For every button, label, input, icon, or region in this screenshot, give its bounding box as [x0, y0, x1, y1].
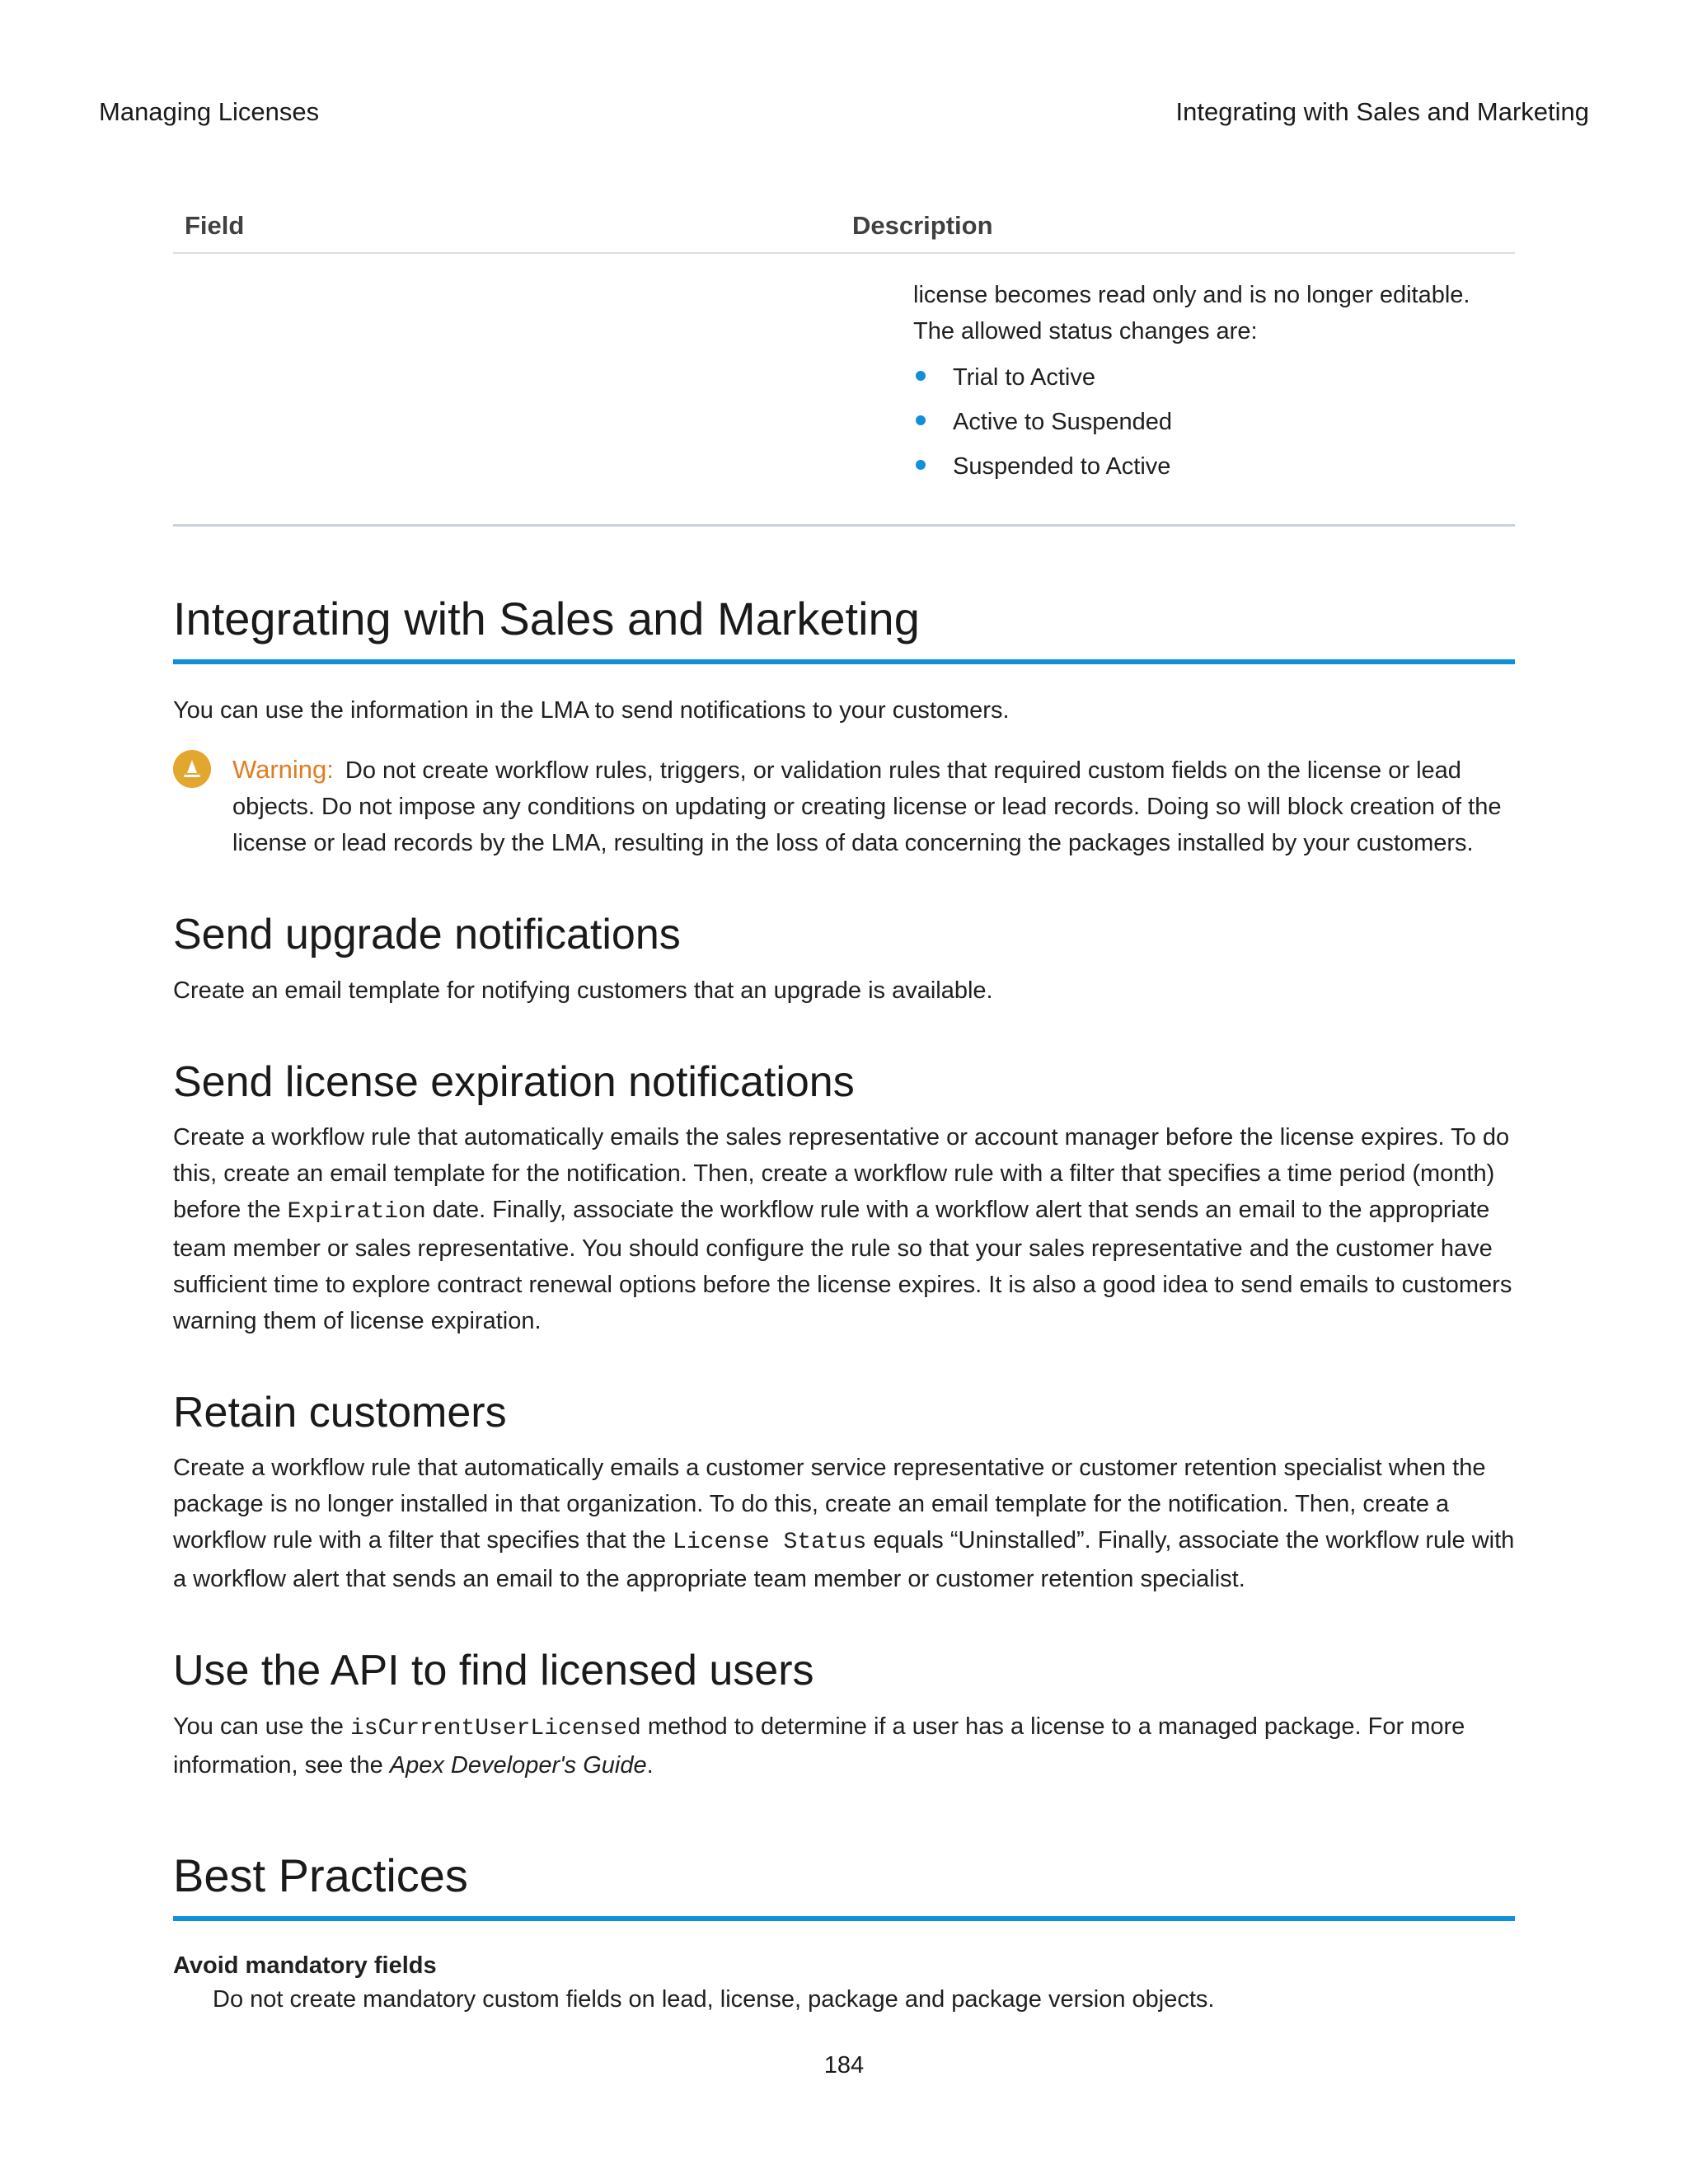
code-expiration: Expiration	[287, 1198, 426, 1225]
warning-icon	[173, 750, 211, 788]
subsection-title-expiration: Send license expiration notifications	[173, 1057, 855, 1106]
best-practice-definition: Do not create mandatory custom fields on lead, license, package and package version objects.	[213, 1985, 1215, 2013]
header-chapter: Managing Licenses	[99, 97, 320, 126]
warning-text-block	[232, 752, 1515, 861]
code-iscurrentuserlicensed: isCurrentUserLicensed	[350, 1715, 641, 1741]
page-content	[173, 206, 1515, 2018]
list-item: Suspended to Active	[913, 448, 1515, 485]
subsection-title-upgrade: Send upgrade notifications	[173, 911, 681, 959]
description-cell	[913, 277, 1515, 493]
section-title: Integrating with Sales and Marketing	[173, 591, 1515, 664]
header-section: Integrating with Sales and Marketing	[1175, 97, 1589, 126]
warning-message: Do not create workflow rules, triggers, or validation rules that required custom fields on the license or lead objects. Do not impose any conditions on updating or creating license or lead records. Doing so will block creation of the license or lead records by the LMA, resulting in the loss of data concerning the packages installed by your customers.	[232, 757, 1502, 857]
subsection-title-api: Use the API to find licensed users	[173, 1647, 814, 1695]
warning-callout	[173, 752, 1515, 861]
bullet-icon	[916, 371, 926, 381]
bullet-icon	[916, 460, 926, 470]
code-license-status: License Status	[673, 1530, 867, 1556]
best-practice-term: Avoid mandatory fields	[173, 1952, 437, 1979]
description-text: license becomes read only and is no longer editable. The allowed status changes are:	[913, 282, 1470, 344]
upgrade-text: Create an email template for notifying customers that an upgrade is available.	[173, 977, 993, 1004]
retain-text: Create a workflow rule that automatically emails a customer service representative or customer retention specialist when the package is no longer installed in that organization. To do this, create an email template for the notification. Then, create a workflow rule with a filter that specifies that the License Status equals “Uninstalled”. Finally, associate the workflow rule with a workflow alert that sends an email to the appropriate team member or customer retention specialist.	[173, 1455, 1515, 1593]
table-header	[173, 206, 1515, 254]
list-item: Trial to Active	[913, 359, 1515, 396]
warning-label: Warning:	[232, 755, 334, 785]
column-header-description: Description	[852, 211, 993, 240]
bullet-icon	[916, 415, 926, 425]
field-description-table	[173, 206, 1515, 527]
list-item: Active to Suspended	[913, 404, 1515, 440]
table-row	[173, 254, 1515, 527]
subsection-title-retain: Retain customers	[173, 1388, 507, 1436]
api-text: You can use the isCurrentUserLicensed method to determine if a user has a license to a managed package. For more information, see the Apex Developer's Guide.	[173, 1713, 1465, 1779]
expiration-text: Create a workflow rule that automatically emails the sales representative or account manager before the license expires. To do this, create an email template for the notification. Then, create a workflow rule with a filter that specifies a time period (month) before the Expiration date. Finally, associate the workflow rule with a workflow alert that sends an email to the appropriate team member or sales representative. You should configure the rule so that your sales representative and the customer have sufficient time to explore contract renewal options before the license expires. It is also a good idea to send emails to customers warning them of license expiration.	[173, 1123, 1512, 1334]
section-intro: You can use the information in the LMA to send notifications to your customers.	[173, 697, 1010, 724]
apex-guide-link[interactable]: Apex Developer's Guide	[389, 1751, 647, 1779]
column-header-field: Field	[185, 211, 245, 240]
section-title-best-practices: Best Practices	[173, 1848, 1515, 1921]
status-change-list	[913, 359, 1515, 485]
running-header	[99, 97, 1589, 127]
field-cell	[173, 277, 913, 493]
page-number: 184	[823, 2052, 865, 2079]
